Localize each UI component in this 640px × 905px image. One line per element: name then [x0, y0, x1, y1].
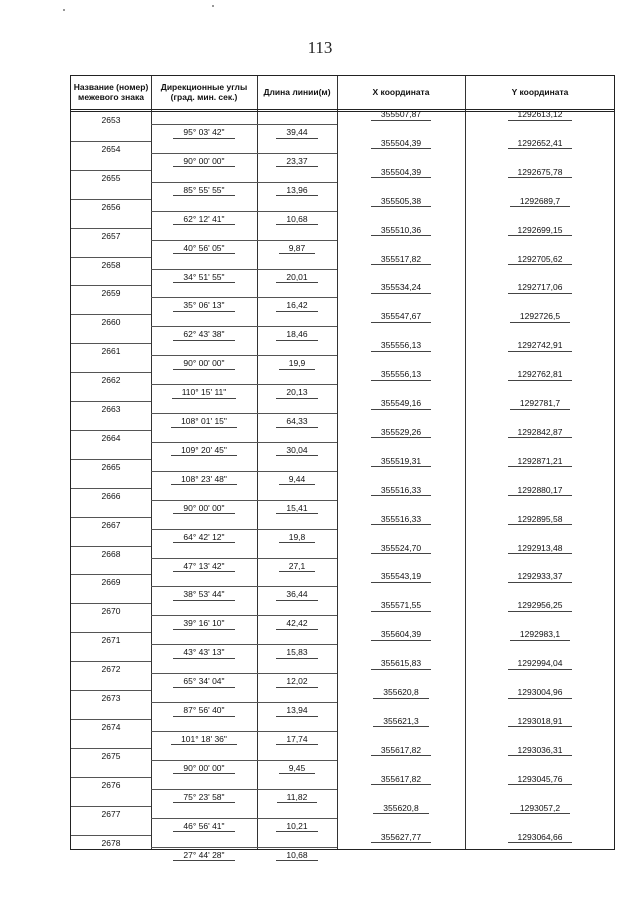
y-coordinate	[465, 399, 615, 410]
y-value: 1292652,41	[508, 139, 573, 150]
x-coordinate	[337, 399, 465, 410]
segment-divider	[151, 211, 337, 212]
row-divider	[71, 690, 151, 691]
segment-divider	[151, 240, 337, 241]
x-coordinate	[337, 341, 465, 352]
length-value: 30,04	[276, 446, 317, 457]
length-cell	[257, 157, 337, 168]
bearing-value: 110° 15' 11"	[172, 388, 237, 399]
x-value: 355504,39	[371, 168, 431, 179]
length-cell	[257, 388, 337, 399]
y-value: 1292762,81	[508, 370, 573, 381]
y-coordinate	[465, 139, 615, 150]
y-coordinate	[465, 544, 615, 555]
segment-divider	[151, 124, 337, 125]
x-coordinate	[337, 197, 465, 208]
length-cell	[257, 475, 337, 486]
y-coordinate	[465, 486, 615, 497]
length-cell	[257, 330, 337, 341]
row-divider	[71, 748, 151, 749]
row-divider	[71, 199, 151, 200]
bearing-cell	[151, 619, 257, 630]
point-name: 2653	[101, 115, 121, 125]
x-coordinate	[337, 717, 465, 728]
bearing-value: 109° 20' 45"	[171, 446, 237, 457]
bearing-cell	[151, 446, 257, 457]
bearing-value: 47° 13' 42"	[173, 562, 234, 573]
length-value: 13,96	[276, 186, 317, 197]
y-value: 1292742,91	[508, 341, 573, 352]
row-divider	[71, 661, 151, 662]
x-coordinate	[337, 486, 465, 497]
row-divider	[71, 285, 151, 286]
segment-divider	[151, 615, 337, 616]
bearing-cell	[151, 504, 257, 515]
bearing-cell	[151, 244, 257, 255]
row-divider	[71, 806, 151, 807]
segment-divider	[151, 326, 337, 327]
point-name: 2660	[101, 317, 121, 328]
y-coordinate	[465, 630, 615, 641]
y-value: 1292842,87	[508, 428, 573, 439]
segment-divider	[151, 558, 337, 559]
bearing-value: 38° 53' 44"	[173, 590, 234, 601]
row-divider	[71, 546, 151, 547]
y-value: 1293057,2	[510, 804, 570, 815]
y-value: 1292994,04	[508, 659, 573, 670]
point-name: 2655	[101, 172, 121, 183]
y-coordinate	[465, 746, 615, 757]
y-value: 1293036,31	[508, 746, 573, 757]
segment-divider	[151, 529, 337, 530]
segment-divider	[151, 847, 337, 848]
length-value: 64,33	[276, 417, 317, 428]
y-coordinate	[465, 255, 615, 266]
length-cell	[257, 735, 337, 746]
row-divider	[71, 574, 151, 575]
point-name: 2664	[101, 432, 121, 443]
bearing-value: 85° 55' 55"	[173, 186, 234, 197]
x-value: 355505,38	[371, 197, 431, 208]
length-value: 20,13	[276, 388, 317, 399]
bearing-value: 34° 51' 55"	[173, 273, 234, 284]
segment-divider	[151, 413, 337, 414]
point-name: 2673	[101, 693, 121, 703]
bearing-cell	[151, 475, 257, 486]
x-value: 355571,55	[371, 601, 431, 612]
length-cell	[257, 619, 337, 630]
y-value: 1293004,96	[508, 688, 573, 699]
bearing-value: 108° 23' 48"	[171, 475, 237, 486]
bearing-value: 95° 03' 42"	[173, 128, 234, 139]
segment-divider	[151, 731, 337, 732]
bearing-cell	[151, 533, 257, 544]
row-divider	[71, 257, 151, 258]
segment-divider	[151, 702, 337, 703]
scan-speck	[63, 9, 65, 11]
length-cell	[257, 215, 337, 226]
x-coordinate	[337, 630, 465, 641]
length-value: 9,87	[279, 244, 316, 255]
bearing-cell	[151, 273, 257, 284]
length-value: 19,8	[279, 533, 316, 544]
x-coordinate	[337, 804, 465, 815]
y-value: 1293045,76	[508, 775, 573, 786]
x-coordinate	[337, 775, 465, 786]
length-cell	[257, 273, 337, 284]
x-value: 355617,82	[371, 746, 431, 757]
y-coordinate	[465, 688, 615, 699]
x-value: 355549,16	[371, 399, 431, 410]
bearing-cell	[151, 764, 257, 775]
bearing-value: 65° 34' 04"	[173, 677, 234, 688]
row-divider	[71, 141, 151, 142]
bearing-cell	[151, 157, 257, 168]
bearing-cell	[151, 128, 257, 139]
length-value: 27,1	[279, 562, 316, 573]
row-divider	[71, 517, 151, 518]
x-coordinate	[337, 370, 465, 381]
page-number: 113	[307, 38, 333, 57]
bearing-value: 62° 43' 38"	[173, 330, 234, 341]
segment-divider	[151, 789, 337, 790]
y-value: 1292613,12	[508, 110, 573, 121]
bearing-cell	[151, 706, 257, 717]
bearing-cell	[151, 388, 257, 399]
bearing-cell	[151, 417, 257, 428]
header-x: X координата	[372, 86, 430, 97]
bearing-cell	[151, 590, 257, 601]
bearing-cell	[151, 822, 257, 833]
scan-speck	[212, 5, 214, 7]
length-cell	[257, 822, 337, 833]
y-coordinate	[465, 168, 615, 179]
length-value: 17,74	[276, 735, 317, 746]
length-cell	[257, 359, 337, 370]
segment-divider	[151, 269, 337, 270]
length-value: 12,02	[276, 677, 317, 688]
header-name: Название (номер) межевого знака	[73, 82, 149, 102]
length-cell	[257, 793, 337, 804]
bearing-value: 62° 12' 41"	[173, 215, 234, 226]
x-coordinate	[337, 688, 465, 699]
row-divider	[71, 719, 151, 720]
y-coordinate	[465, 572, 615, 583]
row-divider	[71, 488, 151, 489]
segment-divider	[151, 673, 337, 674]
bearing-value: 87° 56' 40"	[173, 706, 234, 717]
row-divider	[71, 777, 151, 778]
x-coordinate	[337, 572, 465, 583]
y-coordinate	[465, 370, 615, 381]
bearing-value: 40° 56' 05"	[173, 244, 234, 255]
segment-divider	[151, 355, 337, 356]
x-value: 355617,82	[371, 775, 431, 786]
x-coordinate	[337, 139, 465, 150]
x-value: 355529,26	[371, 428, 431, 439]
y-value: 1292880,17	[508, 486, 573, 497]
y-value: 1292689,7	[510, 197, 570, 208]
length-value: 16,42	[276, 301, 317, 312]
point-name: 2672	[101, 664, 121, 675]
bearing-value: 35° 06' 13"	[173, 301, 234, 312]
length-value: 9,45	[279, 764, 316, 775]
row-divider	[71, 603, 151, 604]
point-name: 2678	[101, 837, 121, 848]
point-name: 2658	[101, 259, 121, 270]
bearing-cell	[151, 677, 257, 688]
x-coordinate	[337, 283, 465, 294]
x-coordinate	[337, 226, 465, 237]
x-value: 355620,8	[373, 804, 428, 815]
bearing-cell	[151, 301, 257, 312]
segment-divider	[151, 297, 337, 298]
bearing-cell	[151, 851, 257, 862]
y-coordinate	[465, 515, 615, 526]
x-value: 355543,19	[371, 572, 431, 583]
x-coordinate	[337, 168, 465, 179]
x-value: 355620,8	[373, 688, 428, 699]
y-value: 1292956,25	[508, 601, 573, 612]
bearing-cell	[151, 648, 257, 659]
length-cell	[257, 677, 337, 688]
point-name: 2662	[101, 375, 121, 386]
length-cell	[257, 590, 337, 601]
x-coordinate	[337, 312, 465, 323]
length-value: 10,68	[276, 215, 317, 226]
length-cell	[257, 533, 337, 544]
row-divider	[71, 372, 151, 373]
length-value: 15,83	[276, 648, 317, 659]
x-coordinate	[337, 601, 465, 612]
length-value: 11,82	[277, 793, 318, 804]
header-length: Длина линии(м)	[263, 86, 331, 97]
point-name: 2665	[101, 461, 121, 472]
length-cell	[257, 706, 337, 717]
bearing-cell	[151, 186, 257, 197]
y-coordinate	[465, 775, 615, 786]
x-value: 355517,82	[371, 255, 431, 266]
length-value: 23,37	[276, 157, 317, 168]
y-value: 1293064,66	[508, 833, 573, 844]
y-value: 1293018,91	[508, 717, 573, 728]
bearing-value: 90° 00' 00"	[173, 764, 234, 775]
length-value: 9,44	[279, 475, 316, 486]
y-coordinate	[465, 226, 615, 237]
y-coordinate	[465, 717, 615, 728]
y-value: 1292913,48	[508, 544, 573, 555]
bearing-value: 101° 18' 36"	[171, 735, 237, 746]
row-divider	[71, 835, 151, 836]
length-value: 36,44	[276, 590, 317, 601]
x-value: 355556,13	[371, 370, 431, 381]
length-value: 42,42	[276, 619, 317, 630]
length-cell	[257, 128, 337, 139]
length-cell	[257, 851, 337, 862]
x-coordinate	[337, 746, 465, 757]
y-coordinate	[465, 428, 615, 439]
length-cell	[257, 186, 337, 197]
x-value: 355507,87	[371, 110, 431, 121]
length-cell	[257, 301, 337, 312]
y-coordinate	[465, 110, 615, 121]
length-cell	[257, 244, 337, 255]
point-name: 2670	[101, 606, 121, 617]
y-value: 1292726,5	[510, 312, 570, 323]
y-value: 1292717,06	[508, 283, 573, 294]
bearing-cell	[151, 215, 257, 226]
length-value: 18,46	[276, 330, 317, 341]
bearing-value: 64° 42' 12"	[173, 533, 234, 544]
length-value: 13,94	[276, 706, 317, 717]
coordinates-table	[70, 75, 615, 860]
y-coordinate	[465, 601, 615, 612]
bearing-value: 46° 56' 41"	[173, 822, 234, 833]
x-value: 355627,77	[371, 833, 431, 844]
y-coordinate	[465, 197, 615, 208]
point-name: 2663	[101, 404, 121, 414]
length-cell	[257, 504, 337, 515]
x-value: 355534,24	[371, 283, 431, 294]
length-value: 19,9	[279, 359, 316, 370]
point-name: 2676	[101, 779, 121, 790]
x-coordinate	[337, 457, 465, 468]
x-value: 355516,33	[371, 486, 431, 497]
point-name: 2654	[101, 143, 121, 154]
y-value: 1292895,58	[508, 515, 573, 526]
length-value: 15,41	[276, 504, 317, 515]
y-coordinate	[465, 457, 615, 468]
length-value: 39,44	[276, 128, 317, 139]
x-value: 355510,36	[371, 226, 431, 237]
point-name: 2656	[101, 201, 121, 212]
x-coordinate	[337, 255, 465, 266]
x-coordinate	[337, 110, 465, 121]
row-divider	[71, 459, 151, 460]
segment-divider	[151, 182, 337, 183]
segment-divider	[151, 644, 337, 645]
x-value: 355504,39	[371, 139, 431, 150]
point-name: 2674	[101, 721, 121, 732]
point-name: 2668	[101, 548, 121, 559]
x-coordinate	[337, 428, 465, 439]
length-cell	[257, 446, 337, 457]
y-coordinate	[465, 341, 615, 352]
bearing-cell	[151, 330, 257, 341]
bearing-value: 90° 00' 00"	[173, 359, 234, 370]
x-coordinate	[337, 833, 465, 844]
bearing-value: 39° 16' 10"	[173, 619, 234, 630]
segment-divider	[151, 500, 337, 501]
segment-divider	[151, 818, 337, 819]
x-coordinate	[337, 659, 465, 670]
segment-divider	[151, 586, 337, 587]
x-coordinate	[337, 515, 465, 526]
y-value: 1292871,21	[508, 457, 573, 468]
row-divider	[71, 170, 151, 171]
y-coordinate	[465, 804, 615, 815]
row-divider	[71, 343, 151, 344]
y-coordinate	[465, 312, 615, 323]
header-angle: Дирекционные углы (град. мин. сек.)	[160, 82, 248, 102]
bearing-value: 43° 43' 13"	[173, 648, 234, 659]
length-cell	[257, 764, 337, 775]
y-value: 1292705,62	[508, 255, 573, 266]
segment-divider	[151, 471, 337, 472]
y-value: 1292983,1	[510, 630, 570, 641]
point-name: 2666	[101, 490, 121, 501]
y-coordinate	[465, 833, 615, 844]
x-value: 355604,39	[371, 630, 431, 641]
point-name: 2661	[101, 346, 121, 357]
row-divider	[71, 401, 151, 402]
bearing-cell	[151, 359, 257, 370]
row-divider	[71, 430, 151, 431]
bearing-cell	[151, 793, 257, 804]
x-value: 355524,70	[371, 544, 431, 555]
bearing-cell	[151, 735, 257, 746]
point-name: 2657	[101, 230, 121, 241]
row-divider	[71, 632, 151, 633]
segment-divider	[151, 384, 337, 385]
length-cell	[257, 562, 337, 573]
segment-divider	[151, 442, 337, 443]
length-value: 20,01	[276, 273, 317, 284]
point-name: 2667	[101, 519, 121, 530]
length-cell	[257, 417, 337, 428]
bearing-value: 90° 00' 00"	[173, 504, 234, 515]
x-coordinate	[337, 544, 465, 555]
bearing-value: 108° 01' 15"	[171, 417, 237, 428]
point-name: 2675	[101, 750, 121, 761]
x-value: 355519,31	[371, 457, 431, 468]
segment-divider	[151, 153, 337, 154]
bearing-value: 27° 44' 28"	[173, 851, 234, 862]
x-value: 355621,3	[373, 717, 428, 728]
y-coordinate	[465, 659, 615, 670]
point-name: 2669	[101, 577, 121, 588]
bearing-value: 75° 23' 58"	[173, 793, 234, 804]
x-value: 355556,13	[371, 341, 431, 352]
bearing-cell	[151, 562, 257, 573]
y-value: 1292699,15	[508, 226, 573, 237]
bearing-value: 90° 00' 00"	[173, 157, 234, 168]
x-value: 355615,83	[371, 659, 431, 670]
row-divider	[71, 314, 151, 315]
length-cell	[257, 648, 337, 659]
length-value: 10,68	[276, 851, 317, 862]
segment-divider	[151, 760, 337, 761]
length-value: 10,21	[276, 822, 317, 833]
y-value: 1292675,78	[508, 168, 573, 179]
x-value: 355516,33	[371, 515, 431, 526]
y-value: 1292781,7	[510, 399, 570, 410]
point-name: 2659	[101, 288, 121, 299]
row-divider	[71, 228, 151, 229]
header-y: Y координата	[511, 86, 569, 97]
y-value: 1292933,37	[508, 572, 573, 583]
point-name: 2677	[101, 808, 121, 819]
y-coordinate	[465, 283, 615, 294]
x-value: 355547,67	[371, 312, 431, 323]
point-name: 2671	[101, 635, 121, 646]
